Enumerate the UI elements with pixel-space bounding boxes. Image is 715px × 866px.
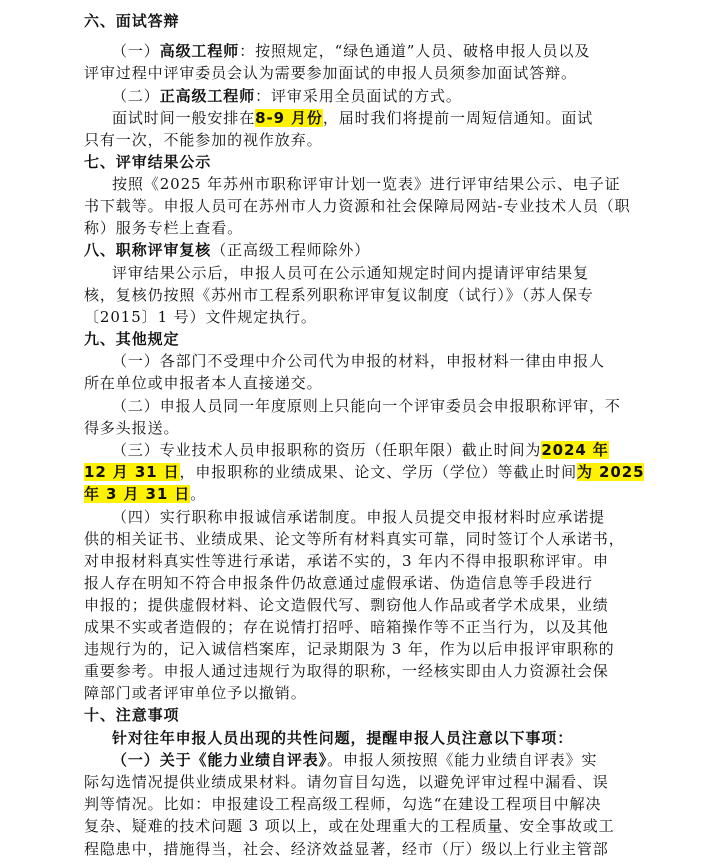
s6-p1-prefix: （一）	[112, 42, 160, 60]
s7-line-1: 按照《2025 年苏州市职称评审计划一览表》进行评审结果公示、电子证	[112, 175, 621, 193]
s6-p3-highlight: 8-9 月份	[255, 109, 323, 127]
s9-item-4-line-1: （四）实行职称申报诚信承诺制度。申报人员提交申报材料时应承诺提	[112, 508, 605, 526]
s6-p1-term: 高级工程师	[159, 42, 240, 60]
section-8-heading-line	[84, 239, 715, 261]
s6-paragraph-2	[112, 85, 715, 107]
s6-p2-prefix: （二）	[112, 87, 160, 105]
s8-line-1: 评审结果公示后，申报人员可在公示通知规定时间内提请评审结果复	[112, 264, 590, 282]
s9-item-4-line-8: 重要参考。申报人通过违规行为取得的职称，一经核实即由人力资源社会保	[84, 662, 609, 680]
section-6-heading: 六、面试答辩	[84, 12, 180, 30]
section-7-heading: 七、评审结果公示	[84, 153, 212, 171]
s9-item-3-line-2	[84, 461, 715, 483]
s9-item-3-highlight-4: 年 3 月 31 日	[84, 485, 191, 503]
section-9-heading: 九、其他规定	[84, 330, 180, 348]
s9-item-4-line-9: 障部门或者评审单位予以撤销。	[84, 684, 307, 702]
s10-item-1-line-2: 际勾选情况提供业绩成果材料。请勿盲目勾选，以避免评审过程中漏看、误	[84, 773, 609, 791]
section-10-heading: 十、注意事项	[84, 706, 180, 724]
s9-item-3-text-c: 。	[190, 485, 207, 503]
s9-item-4-line-7: 违规行为的，记入诚信档案库，记录期限为 3 年，作为以后申报评审职称的	[84, 640, 615, 658]
s9-item-3-highlight-3: 为 2025	[577, 463, 645, 481]
s9-item-2-line-1: （二）申报人员同一年度原则上只能向一个评审委员会申报职称评审，不	[112, 397, 621, 415]
s6-p1-text: ：按照规定，“绿色通道”人员、破格申报人员以及	[239, 42, 591, 60]
s10-item-1-line-5: 程隐患中，措施得当，社会、经济效益显著，经市（厅）级以上行业主管部	[84, 840, 609, 858]
s10-item-1-line-3: 判等情况。比如：申报建设工程高级工程师，勾选“在建设工程项目中解决	[84, 795, 602, 813]
s9-item-4-line-2: 供的相关证书、业绩成果、论文等所有材料真实可靠，同时签订个人承诺书，	[84, 530, 625, 548]
s6-p3-text-a: 面试时间一般安排在	[112, 109, 256, 127]
s7-line-3: 称）服务专栏上查看。	[84, 219, 244, 237]
s9-item-1-line-1: （一）各部门不受理中介公司代为申报的材料，申报材料一律由申报人	[112, 352, 605, 370]
s9-item-3-text-a: （三）专业技术人员申报职称的资历（任职年限）截止时间为	[112, 441, 542, 459]
s10-item-1-line-4: 复杂、疑难的技术问题 3 项以上，或在处理重大的工程质量、安全事故或工	[84, 817, 615, 835]
s6-paragraph-3-line-1	[112, 107, 715, 129]
s6-p2-text: ：评审采用全员面试的方式。	[255, 87, 462, 105]
s9-item-1-line-2: 所在单位或申报者本人直接递交。	[84, 374, 323, 392]
section-8-heading: 八、职称评审复核	[84, 241, 212, 259]
s9-item-4-line-3: 对申报材料真实性等进行承诺，承诺不实的，3 年内不得申报职称评审。申	[84, 552, 609, 570]
s6-paragraph-3-line-2: 只有一次，不能参加的视作放弃。	[84, 131, 323, 149]
s10-intro: 针对往年申报人员出现的共性问题，提醒申报人员注意以下事项：	[112, 729, 574, 747]
s9-item-4-line-4: 报人存在明知不符合申报条件仍故意通过虚假承诺、伪造信息等手段进行	[84, 574, 593, 592]
s9-item-3-text-b: ，申报职称的业绩成果、论文、学历（学位）等截止时间	[179, 463, 578, 481]
s6-p2-term: 正高级工程师	[159, 87, 256, 105]
s8-line-2: 核，复核仍按照《苏州市工程系列职称评审复议制度（试行）》（苏人保专	[84, 286, 594, 304]
s10-item-1-title: （一）关于《能力业绩自评表》	[112, 751, 328, 769]
s6-paragraph-1-line-1	[112, 40, 715, 62]
s9-item-4-line-6: 成果不实或者造假的；存在说情打招呼、暗箱操作等不正当行为，以及其他	[84, 618, 609, 636]
s9-item-3-line-1	[112, 439, 715, 461]
s8-line-3: 〔2015〕1 号）文件规定执行。	[84, 308, 317, 326]
s6-p3-text-b: ，届时我们将提前一周短信通知。面试	[322, 109, 594, 127]
s9-item-3-highlight-1: 2024 年	[541, 441, 609, 459]
s10-item-1-line-1	[112, 749, 715, 771]
s7-line-2: 书下载等。申报人员可在苏州市人力资源和社会保障局网站-专业技术人员（职	[84, 197, 631, 215]
s9-item-3-line-3	[84, 483, 715, 505]
s6-paragraph-1-line-2: 评审过程中评审委员会认为需要参加面试的申报人员须参加面试答辩。	[84, 64, 577, 82]
s9-item-3-highlight-2: 12 月 31 日	[84, 463, 180, 481]
s10-item-1-text: 。申报人须按照《能力业绩自评表》实	[327, 751, 598, 769]
s9-item-4-line-5: 申报的；提供虚假材料、论文造假代写、剽窃他人作品或者学术成果，业绩	[84, 596, 609, 614]
section-8-heading-note: （正高级工程师除外）	[211, 241, 371, 259]
s9-item-2-line-2: 得多头报送。	[84, 419, 180, 437]
